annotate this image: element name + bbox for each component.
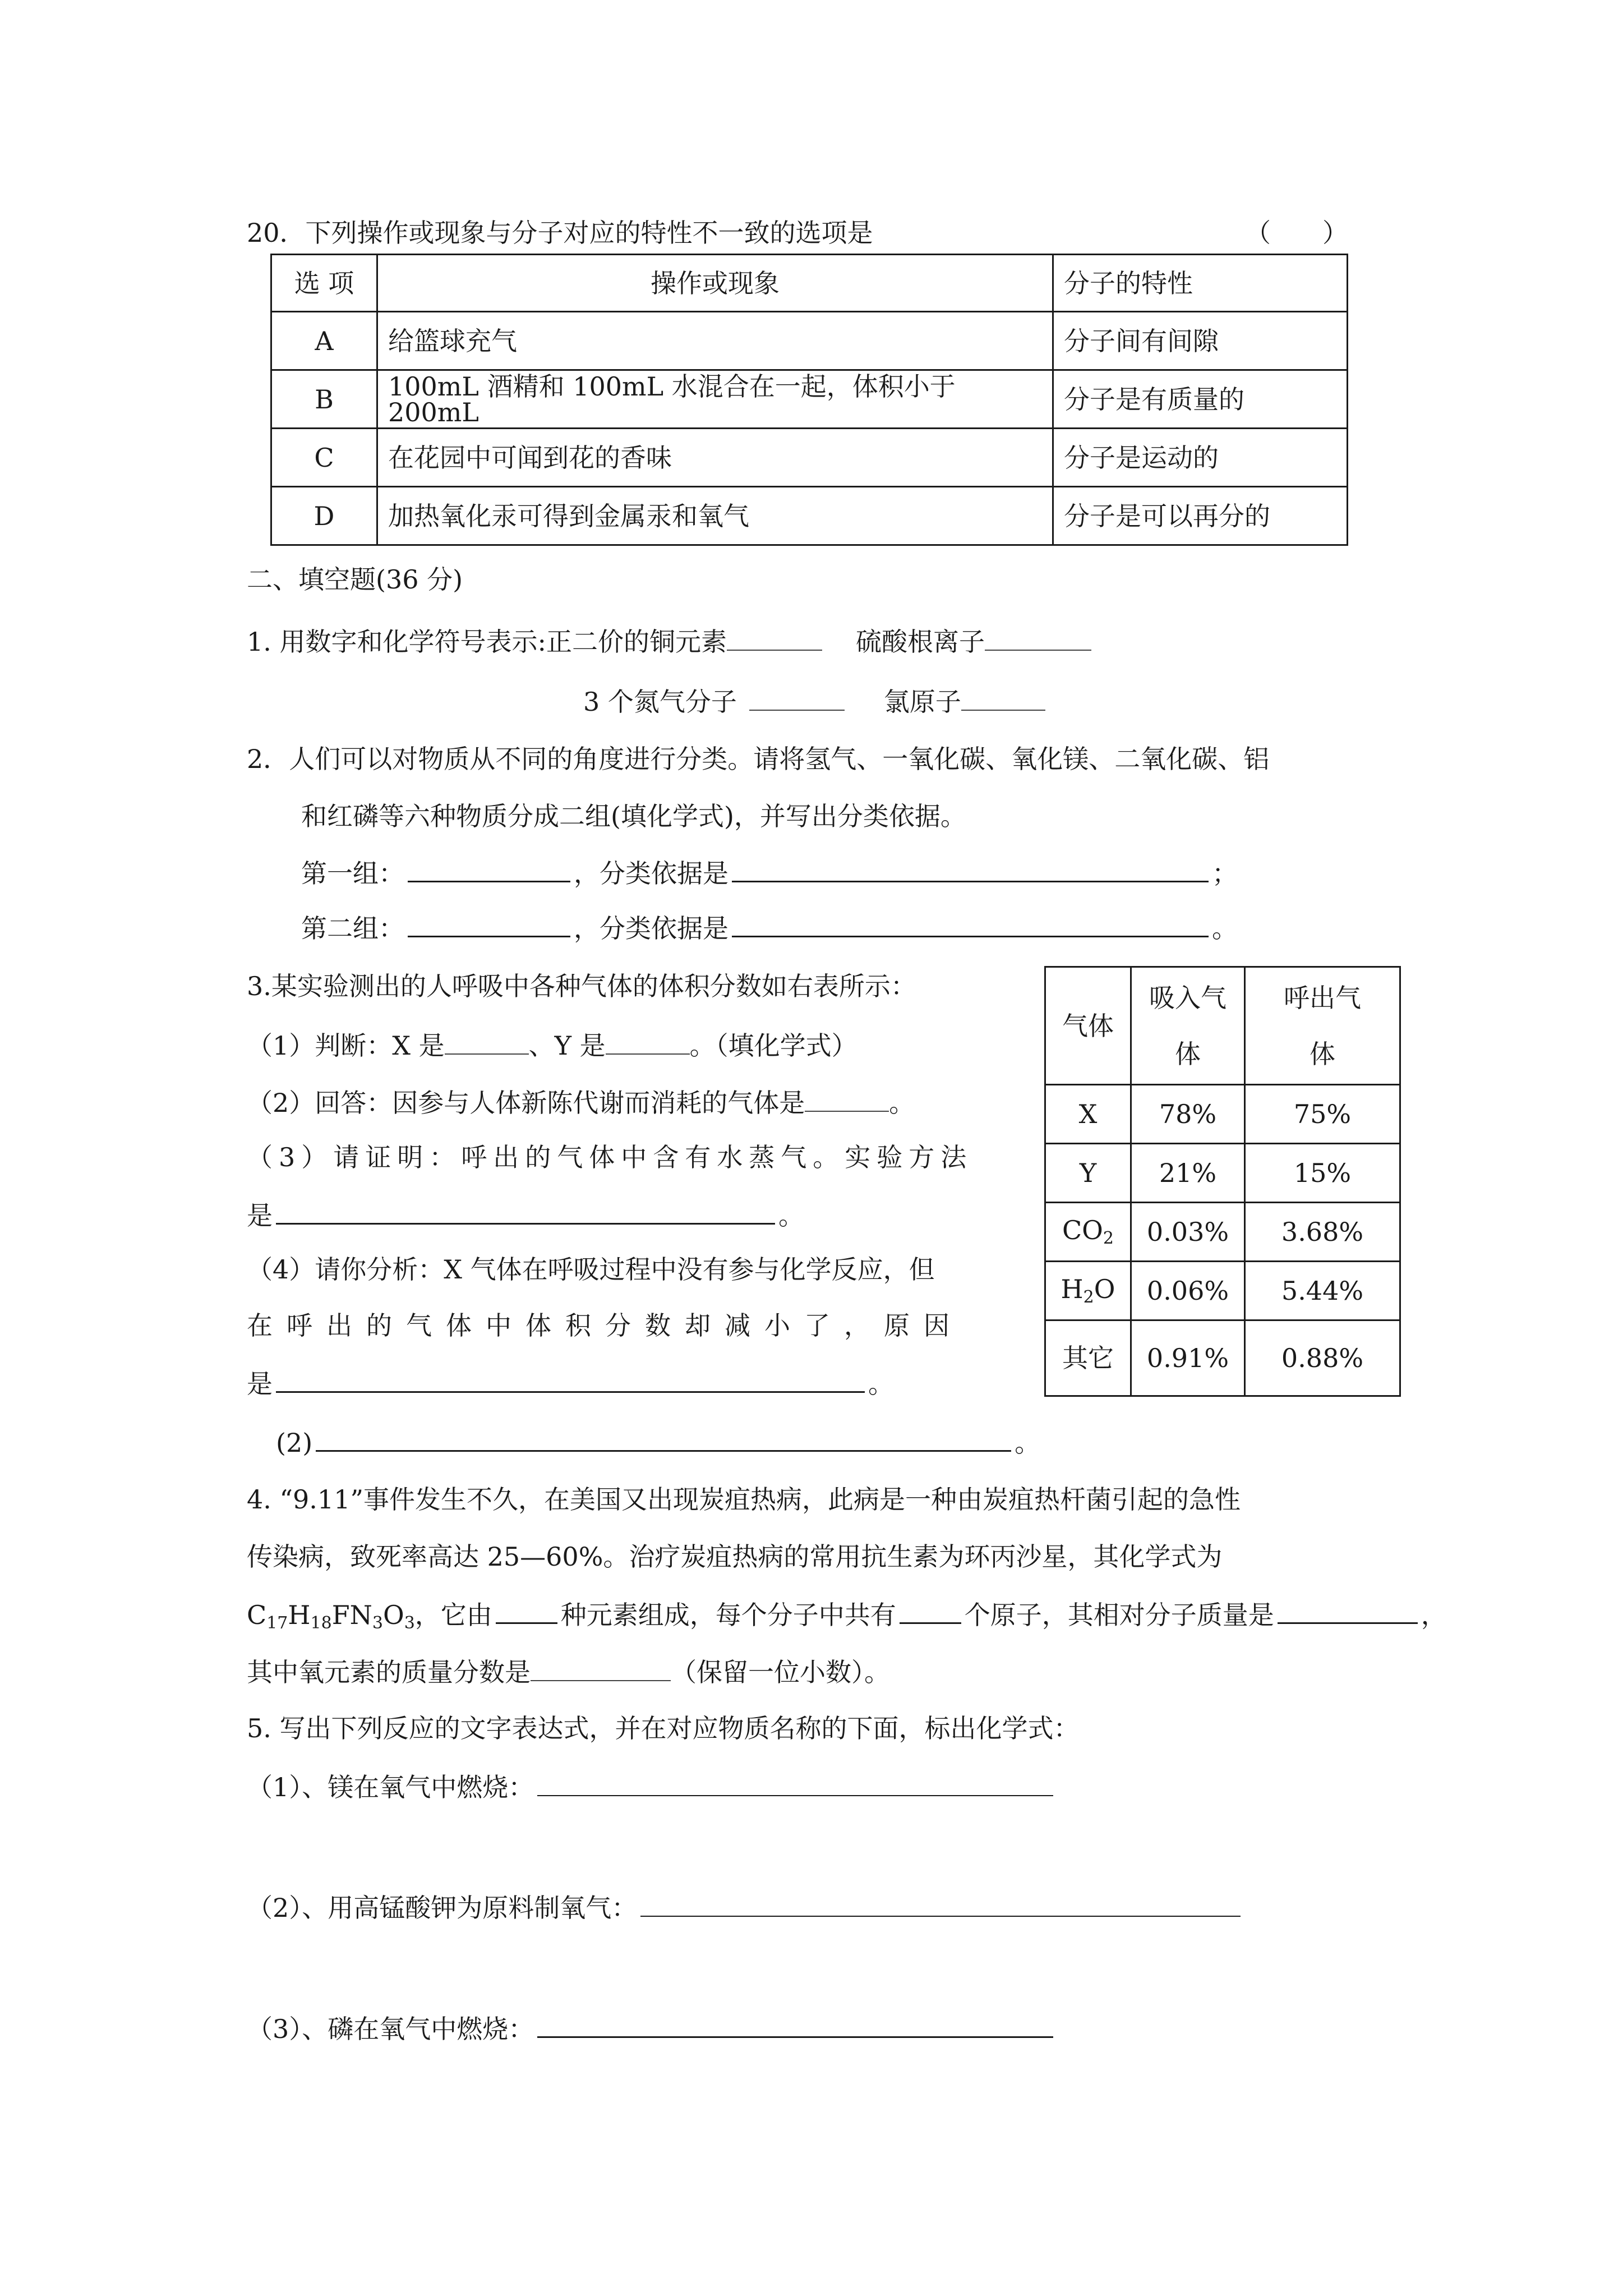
q3-inhaled-value: 0.03% bbox=[1131, 1203, 1245, 1262]
formula-part: C bbox=[247, 1600, 267, 1630]
q20-phenomenon: 在花园中可闻到花的香味 bbox=[377, 429, 1053, 487]
q3-gas: X bbox=[1045, 1085, 1131, 1144]
q3-part3-line1: （3）请证明：呼出的气体中含有水蒸气。实验方法 bbox=[247, 1142, 973, 1172]
q3-part3-label: 是 bbox=[247, 1200, 273, 1231]
table-row bbox=[271, 429, 1348, 487]
table-row bbox=[1045, 1320, 1400, 1396]
formula-subscript: 17 bbox=[266, 1613, 288, 1633]
q4-text: （保留一位小数）。 bbox=[671, 1657, 890, 1687]
q2-group1 bbox=[301, 858, 1238, 889]
q3-gas-co2 bbox=[1045, 1203, 1131, 1262]
q2-group1-basis-blank[interactable] bbox=[732, 858, 1209, 882]
q3-y-blank[interactable] bbox=[606, 1031, 690, 1055]
q3-part1-label: （1）判断：X 是 bbox=[247, 1030, 445, 1061]
table-row bbox=[1045, 1262, 1400, 1320]
formula-subscript: 3 bbox=[372, 1613, 383, 1633]
q4-atoms-blank[interactable] bbox=[900, 1600, 961, 1624]
q4-formula bbox=[247, 1600, 415, 1633]
q3-part4-line4 bbox=[276, 1428, 1040, 1456]
q3-header-exhaled-2: 体 bbox=[1310, 1038, 1335, 1069]
q20-table bbox=[270, 254, 1348, 546]
q5-reaction3-blank[interactable] bbox=[537, 2014, 1053, 2038]
q4-text: 其中氧元素的质量分数是 bbox=[247, 1657, 531, 1687]
q5-reaction1-blank[interactable] bbox=[537, 1773, 1053, 1796]
q1-line2 bbox=[583, 687, 1045, 715]
q20-header-property: 分子的特性 bbox=[1053, 255, 1348, 312]
q3-part1 bbox=[247, 1031, 857, 1059]
q5-reaction1 bbox=[247, 1773, 1057, 1800]
q2-group2-label: 第二组： bbox=[301, 913, 404, 944]
q20-option: A bbox=[271, 312, 377, 370]
q3-part1-hint: 。（填化学式） bbox=[689, 1030, 857, 1061]
q3-header-exhaled-1: 呼出气 bbox=[1284, 982, 1361, 1013]
q3-part4-line1: （4）请你分析：X 气体在呼吸过程中没有参与化学反应，但 bbox=[247, 1254, 935, 1285]
q3-gas-h2o bbox=[1045, 1262, 1131, 1320]
q4-text: 种元素组成，每个分子中共有 bbox=[560, 1600, 896, 1630]
table-row bbox=[271, 370, 1348, 429]
punctuation: 。 bbox=[778, 1200, 804, 1231]
q3-header-inhaled-2: 体 bbox=[1175, 1038, 1201, 1069]
punctuation: 。 bbox=[1212, 913, 1238, 944]
q2-group2-basis-blank[interactable] bbox=[732, 913, 1209, 937]
q3-header-inhaled-1: 吸入气 bbox=[1149, 982, 1227, 1013]
q4-elements-blank[interactable] bbox=[496, 1600, 557, 1624]
q3-gas: Y bbox=[1045, 1144, 1131, 1203]
table-row bbox=[1045, 1085, 1400, 1144]
q5-reaction2 bbox=[247, 1893, 1244, 1921]
q1-nitrogen-label: 3 个氮气分子 bbox=[583, 687, 737, 717]
q2-group2-blank[interactable] bbox=[408, 913, 570, 937]
formula-part: H bbox=[288, 1600, 311, 1630]
q20-option: B bbox=[271, 370, 377, 429]
q20-property: 分子是运动的 bbox=[1053, 429, 1348, 487]
q3-gas-table bbox=[1044, 966, 1401, 1397]
q3-part3-line2 bbox=[247, 1200, 804, 1231]
q1-copper-label: 1. 用数字和化学符号表示:正二价的铜元素 bbox=[247, 627, 727, 657]
formula-part: CO bbox=[1062, 1214, 1103, 1245]
q1-sulfate-blank[interactable] bbox=[985, 627, 1091, 651]
q1-nitrogen-blank[interactable] bbox=[749, 687, 845, 711]
q2-basis-label: ，分类依据是 bbox=[574, 913, 728, 944]
q3-inhaled-value: 0.91% bbox=[1131, 1320, 1245, 1396]
q1-copper-blank[interactable] bbox=[727, 627, 822, 651]
q20-option: D bbox=[271, 487, 377, 545]
q20-property: 分子是可以再分的 bbox=[1053, 487, 1348, 545]
q20-option: C bbox=[271, 429, 377, 487]
q2-line1: 2．人们可以对物质从不同的角度进行分类。请将氢气、一氧化碳、氧化镁、二氧化碳、铝 bbox=[247, 744, 1270, 774]
q1-chlorine-label: 氯原子 bbox=[883, 687, 961, 717]
q20-answer-bracket[interactable]: （ ） bbox=[1245, 218, 1348, 248]
q3-part3-blank[interactable] bbox=[276, 1200, 775, 1225]
punctuation: 。 bbox=[889, 1088, 915, 1118]
q20-phenomenon: 给篮球充气 bbox=[377, 312, 1053, 370]
q3-part2 bbox=[247, 1088, 915, 1116]
q3-header-exhaled bbox=[1245, 967, 1400, 1085]
q3-part4-line3 bbox=[247, 1369, 894, 1397]
formula-part: H bbox=[1061, 1273, 1083, 1304]
q5-reaction3 bbox=[247, 2014, 1057, 2042]
q2-line2: 和红磷等六种物质分成二组(填化学式)，并写出分类依据。 bbox=[301, 801, 966, 831]
q3-exhaled-value: 5.44% bbox=[1245, 1262, 1400, 1320]
q4-text: 个原子，其相对分子质量是 bbox=[964, 1600, 1274, 1630]
q3-gas: 其它 bbox=[1045, 1320, 1131, 1396]
q3-part4-sub-label: (2) bbox=[276, 1428, 313, 1458]
q4-text: ，它由 bbox=[414, 1600, 492, 1630]
q20-property: 分子是有质量的 bbox=[1053, 370, 1348, 429]
q2-group1-blank[interactable] bbox=[408, 858, 570, 882]
q3-intro: 3.某实验测出的人呼吸中各种气体的体积分数如右表所示： bbox=[247, 971, 916, 1001]
q3-inhaled-value: 0.06% bbox=[1131, 1262, 1245, 1320]
q4-oxygen-fraction-blank[interactable] bbox=[531, 1658, 671, 1681]
q3-part1-label2: 、Y 是 bbox=[528, 1030, 606, 1061]
q3-header-inhaled bbox=[1131, 967, 1245, 1085]
q4-line4 bbox=[247, 1658, 890, 1685]
table-row bbox=[271, 487, 1348, 545]
q3-part4-blank[interactable] bbox=[276, 1369, 865, 1393]
q5-reaction1-label: （1）、镁在氧气中燃烧： bbox=[247, 1772, 534, 1802]
q3-part2-label: （2）回答：因参与人体新陈代谢而消耗的气体是 bbox=[247, 1088, 805, 1118]
q3-part4-line2: 在呼出的气体中体积分数却减小了，原因 bbox=[247, 1310, 963, 1341]
table-row bbox=[1045, 1144, 1400, 1203]
formula-subscript: 2 bbox=[1083, 1287, 1094, 1307]
q3-exhaled-value: 15% bbox=[1245, 1144, 1400, 1203]
q20-phenomenon: 加热氧化汞可得到金属汞和氧气 bbox=[377, 487, 1053, 545]
q1-chlorine-blank[interactable] bbox=[961, 687, 1045, 711]
punctuation: 。 bbox=[1015, 1428, 1041, 1458]
q4-mass-blank[interactable] bbox=[1278, 1600, 1418, 1624]
q5-reaction2-blank[interactable] bbox=[640, 1893, 1241, 1917]
punctuation: ； bbox=[1212, 858, 1238, 889]
q3-part2-blank[interactable] bbox=[805, 1088, 889, 1112]
formula-part: FN bbox=[331, 1600, 372, 1630]
q20-phenomenon: 100mL 酒精和 100mL 水混合在一起，体积小于 200mL bbox=[377, 370, 1053, 429]
formula-part: O bbox=[1094, 1273, 1115, 1304]
q3-exhaled-value: 3.68% bbox=[1245, 1203, 1400, 1262]
formula-subscript: 2 bbox=[1103, 1228, 1114, 1248]
q2-group2 bbox=[301, 913, 1238, 944]
q3-inhaled-value: 78% bbox=[1131, 1085, 1245, 1144]
q3-part4-label: 是 bbox=[247, 1369, 273, 1399]
q20-stem: 20．下列操作或现象与分子对应的特性不一致的选项是 bbox=[247, 218, 873, 248]
q1-sulfate-label: 硫酸根离子 bbox=[856, 627, 985, 657]
q3-x-blank[interactable] bbox=[445, 1031, 529, 1055]
q20-property: 分子间有间隙 bbox=[1053, 312, 1348, 370]
table-row bbox=[271, 312, 1348, 370]
q4-line1: 4. “9.11”事件发生不久，在美国又出现炭疽热病，此病是一种由炭疽热杆菌引起的急性 bbox=[247, 1484, 1241, 1515]
q3-exhaled-value: 0.88% bbox=[1245, 1320, 1400, 1396]
formula-subscript: 18 bbox=[310, 1613, 332, 1633]
q4-line2: 传染病，致死率高达 25—60%。治疗炭疽热病的常用抗生素为环丙沙星，其化学式为 bbox=[247, 1542, 1223, 1572]
q1-line1 bbox=[247, 627, 1091, 655]
q3-inhaled-value: 21% bbox=[1131, 1144, 1245, 1203]
q4-line3 bbox=[247, 1600, 1447, 1632]
punctuation: ， bbox=[1421, 1600, 1447, 1630]
punctuation: 。 bbox=[868, 1369, 894, 1399]
q3-part4-sub-blank[interactable] bbox=[316, 1428, 1011, 1452]
q20-header-option: 选 项 bbox=[271, 255, 377, 312]
q2-group1-label: 第一组： bbox=[301, 858, 404, 889]
q5-stem: 5. 写出下列反应的文字表达式，并在对应物质名称的下面，标出化学式： bbox=[247, 1713, 1080, 1743]
q3-exhaled-value: 75% bbox=[1245, 1085, 1400, 1144]
q2-basis-label: ，分类依据是 bbox=[574, 858, 728, 889]
formula-subscript: 3 bbox=[404, 1613, 415, 1633]
q5-reaction3-label: （3）、磷在氧气中燃烧： bbox=[247, 2014, 534, 2044]
q5-reaction2-label: （2）、用高锰酸钾为原料制氧气： bbox=[247, 1893, 638, 1923]
q20-header-phenomenon: 操作或现象 bbox=[377, 255, 1053, 312]
q3-header-gas: 气体 bbox=[1045, 967, 1131, 1085]
formula-part: O bbox=[382, 1600, 404, 1630]
section-title: 二、填空题(36 分) bbox=[247, 564, 463, 595]
table-row bbox=[1045, 1203, 1400, 1262]
